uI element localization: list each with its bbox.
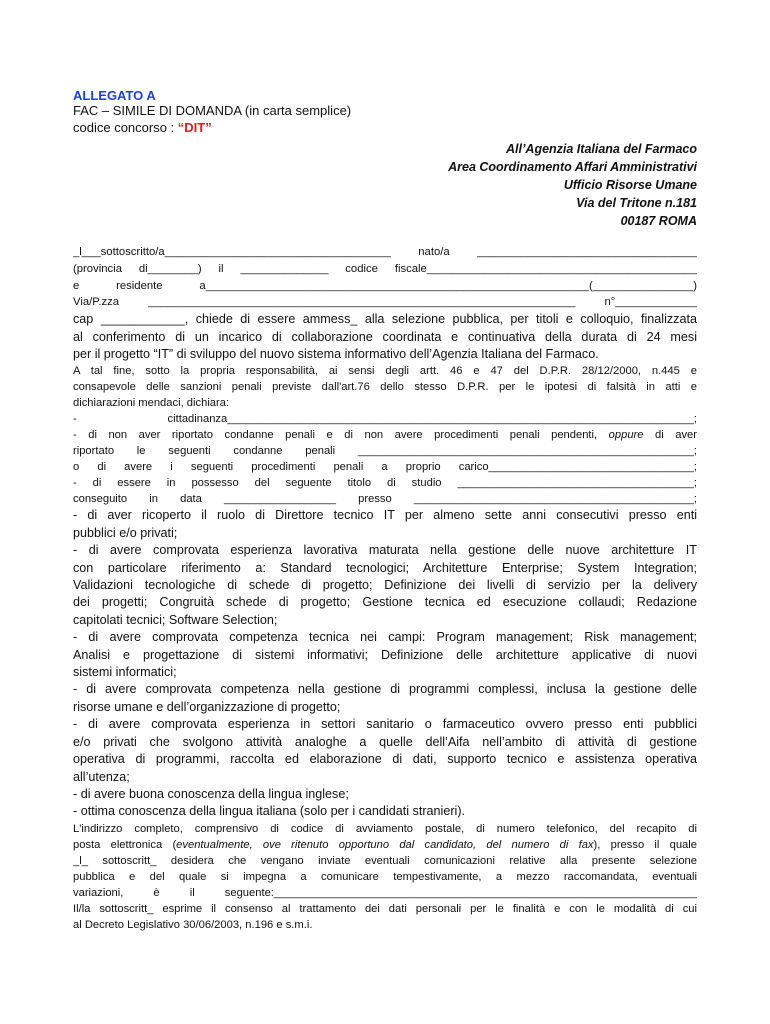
address-line: Via del Tritone n.181 <box>576 196 697 210</box>
list-line: - di aver ricoperto il ruolo di Direttore tecnico IT per almeno sette anni consecutivi presso enti <box>73 508 697 523</box>
paragraph-line: consapevole delle sanzioni penali previste dall'art.76 dello stesso D.P.R. per le ipotesi di falsità in atti e <box>73 381 697 394</box>
street-field: Via/P.zza ____________________________________________________________________ n°_____________ <box>73 296 697 309</box>
list-line: capitolati tecnici; Software Selection; <box>73 612 278 627</box>
privacy-consent-paragraph <box>73 901 697 933</box>
competition-code-value: “DIT” <box>177 119 212 135</box>
address-line: 00187 ROMA <box>620 214 697 228</box>
degree-obtained-line: conseguito in data __________________ presso _____________________________________________; <box>73 493 697 506</box>
paragraph-line: A tal fine, sotto la propria responsabilità, ai sensi degli artt. 46 e 47 del D.P.R. 28/12/2000, n.445 e <box>73 365 697 378</box>
paragraph-line: variazioni, è il seguente:____________________________________________________________________ <box>73 886 697 899</box>
paragraph-line: posta elettronica (eventualmente, ove ritenuto opportuno dal candidato, del numero di fax), presso il quale <box>73 838 697 851</box>
degree-item: - di essere in possesso del seguente titolo di studio ______________________________________; <box>73 477 697 490</box>
convictions-line: riportato le seguenti condanne penali ______________________________________________________; <box>73 445 697 458</box>
application-form-document <box>73 88 697 933</box>
proceedings-line: o di avere i seguenti procedimenti penali a proprio carico_________________________________; <box>73 461 697 474</box>
province-fiscal-code-field: (provincia di________) il ______________ codice fiscale___________________________________________ <box>73 262 697 275</box>
paragraph-line: L'indirizzo completo, comprensivo di codice di avviamento postale, di numero telefonico, del recapito di <box>73 822 697 835</box>
attachment-label: ALLEGATO A <box>73 88 156 103</box>
paragraph-line: Il/la sottoscritt_ esprime il consenso al trattamento dei dati personali per le finalità e con le modalità di cui <box>73 902 697 915</box>
list-line: con particolare riferimento a: Standard tecnologici; Architetture Enterprise; System Integration; <box>73 560 697 575</box>
list-line: - di avere comprovata competenza nella gestione di programmi complessi, inclusa la gestione delle <box>73 682 697 697</box>
list-line: all’utenza; <box>73 769 130 784</box>
paragraph-line: dichiarazioni mendaci, dichiara: <box>73 397 230 410</box>
list-line: pubblici e/o privati; <box>73 525 178 540</box>
list-line: - di avere comprovata esperienza lavorativa maturata nella gestione delle nuove architetture IT <box>73 543 697 558</box>
contact-address-paragraph <box>73 821 697 901</box>
citizenship-item: - cittadinanza___________________________________________________________________________; <box>73 413 697 426</box>
list-line: operativa di programmi, raccolta ed elaborazione di dati, supporto tecnico e assistenza operativa <box>73 752 697 767</box>
competition-code <box>73 120 697 137</box>
declaration-list-short <box>73 411 697 507</box>
paragraph-line: al conferimento di un incarico di collaborazione coordinata e continuativa della durata di 24 mesi <box>73 329 697 344</box>
list-line: Validazioni tecnologiche di schede di progetto; Definizione dei livelli di servizio per la delivery <box>73 578 697 593</box>
list-line: - di avere buona conoscenza della lingua inglese; <box>73 786 349 801</box>
address-line: Ufficio Risorse Umane <box>563 178 697 192</box>
paragraph-line: al Decreto Legislativo 30/06/2003, n.196 e s.m.i. <box>73 918 313 931</box>
address-line: All’Agenzia Italiana del Farmaco <box>505 142 697 156</box>
list-line: dei progetti; Congruità schede di progetto; Gestione tecnica ed esecuzione collaudi; Redazione <box>73 595 697 610</box>
request-paragraph <box>73 311 697 363</box>
paragraph-line: per il progetto “IT” di sviluppo del nuovo sistema informativo dell’Agenzia Italiana del Farmaco. <box>73 347 599 361</box>
list-line: - di avere comprovata competenza tecnica nei campi: Program management; Risk management; <box>73 630 697 645</box>
paragraph-line: cap ____________, chiede di essere ammess_ alla selezione pubblica, per titoli e colloquio, finalizzata <box>73 312 697 327</box>
applicant-name-field: _l___sottoscritto/a____________________________________ nato/a ___________________________________ <box>73 246 697 258</box>
address-line: Area Coordinamento Affari Amministrativi <box>448 160 697 174</box>
recipient-address <box>73 140 697 230</box>
paragraph-line: pubblica e del quale si impegna a comunicare tempestivamente, a mezzo raccomandata, eventuali <box>73 870 697 883</box>
criminal-record-item: - di non aver riportato condanne penali e di non avere procedimenti penali pendenti, oppure di aver <box>73 429 697 442</box>
residence-field: e residente a_____________________________________________________________(________________) <box>73 279 697 292</box>
paragraph-line: _l_ sottoscritt_ desidera che vengano inviate eventuali comunicazioni relative alla presente selezione <box>73 854 697 867</box>
list-line: sistemi informatici; <box>73 665 177 680</box>
competition-code-label: codice concorso : <box>73 119 178 135</box>
list-line: e/o privati che svolgono attività analoghe a quelle dell’Aifa nell’ambito di attività di gestione <box>73 734 697 749</box>
declaration-list-long <box>73 507 697 820</box>
form-title: FAC – SIMILE DI DOMANDA (in carta semplice) <box>73 103 352 118</box>
list-line: - di avere comprovata esperienza in settori sanitario o farmaceutico ovvero presso enti pubblici <box>73 717 697 732</box>
list-line: risorse umane e dell’organizzazione di progetto; <box>73 699 341 714</box>
list-line: - ottima conoscenza della lingua italiana (solo per i candidati stranieri). <box>73 804 466 819</box>
list-line: Analisi e progettazione di sistemi informativi; Definizione delle architetture applicative di nuovi <box>73 647 697 662</box>
declaration-paragraph <box>73 363 697 411</box>
